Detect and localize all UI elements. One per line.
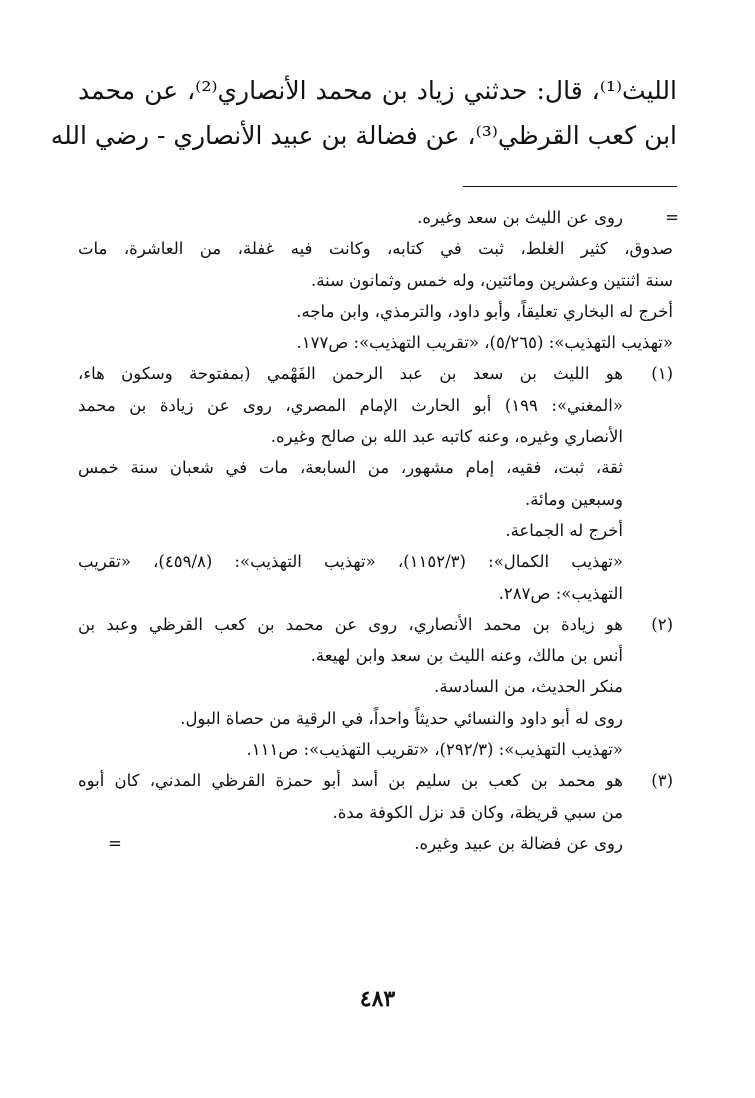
footnote-number: (٣) [651, 771, 673, 791]
page-number: ٤٨٣ [359, 986, 396, 1012]
footnote-line: أخرج له الجماعة. [505, 520, 623, 540]
footnote-line: «المغني»: ١٩٩) أبو الحارث الإمام المصري، روى عن زيادة بن محمد [78, 395, 623, 415]
footnote-line: من سبي قريظة، وكان قد نزل الكوفة مدة. [332, 802, 623, 822]
footnote-separator [463, 186, 677, 187]
continuation-marker: = [665, 208, 679, 227]
footnote-line: روى عن فضالة بن عبيد وغيره. = [78, 828, 673, 859]
footnote-line: (٢) هو زيادة بن محمد الأنصاري، روى عن محمد بن كعب القرظي وعبد بن [78, 609, 673, 640]
footnote-line: منكر الحديث، من السادسة. [434, 677, 623, 697]
footnote-line: وسبعين ومائة. [524, 489, 623, 509]
footnote-number: (١) [651, 364, 673, 384]
footnote-line: ثقة، ثبت، فقيه، إمام مشهور، من السابعة، مات في شعبان سنة خمس [78, 458, 623, 478]
footnote-line: «تهذيب التهذيب»: (٢٩٢/٣)، «تقريب التهذيب»: ص١١١. [246, 740, 623, 760]
footnote-line: (١) هو الليث بن سعد بن عبد الرحمن الفَهْمي (بمفتوحة وسكون هاء، [78, 358, 673, 389]
main-text-line: ابن كعب القرظي⁽³⁾، عن فضالة بن عبيد الأنصاري - رضي الله [50, 121, 677, 150]
footnote-line: أخرج له البخاري تعليقاً، وأبو داود، والترمذي، وابن ماجه. [296, 301, 673, 321]
footnote-line: صدوق، كثير الغلط، ثبت في كتابه، وكانت فيه غفلة، من العاشرة، مات [78, 239, 673, 259]
footnote-line: روى له أبو داود والنسائي حديثاً واحداً، في الرقية من حصاة البول. [180, 708, 623, 728]
footnote-number: (٢) [651, 614, 673, 634]
footnote-line: (٣) هو محمد بن كعب بن سليم بن أسد أبو حمزة القرظي المدني، كان أبوه [78, 765, 673, 796]
footnote-line: سنة اثنتين وعشرين ومائتين، وله خمس وثمانون سنة. [311, 270, 673, 290]
footnote-line: أنس بن مالك، وعنه الليث بن سعد وابن لهيعة. [310, 646, 623, 666]
footnote-line: «تهذيب الكمال»: (١١٥٢/٣)، «تهذيب التهذيب»: (٤٥٩/٨)، «تقريب [78, 552, 623, 572]
main-text [50, 68, 677, 158]
footnote-line: = روى عن الليث بن سعد وغيره. [78, 202, 673, 233]
footnotes [78, 202, 679, 859]
footnote-line: التهذيب»: ص٢٨٧. [498, 583, 623, 603]
footnote-line: «تهذيب التهذيب»: (٥/٢٦٥)، «تقريب التهذيب»: ص١٧٧. [296, 333, 673, 353]
main-text-line: الليث⁽¹⁾، قال: حدثني زياد بن محمد الأنصاري⁽²⁾، عن محمد [78, 76, 677, 105]
continuation-marker: = [108, 833, 122, 853]
footnote-line: الأنصاري وغيره، وعنه كاتبه عبد الله بن صالح وغيره. [270, 427, 623, 447]
